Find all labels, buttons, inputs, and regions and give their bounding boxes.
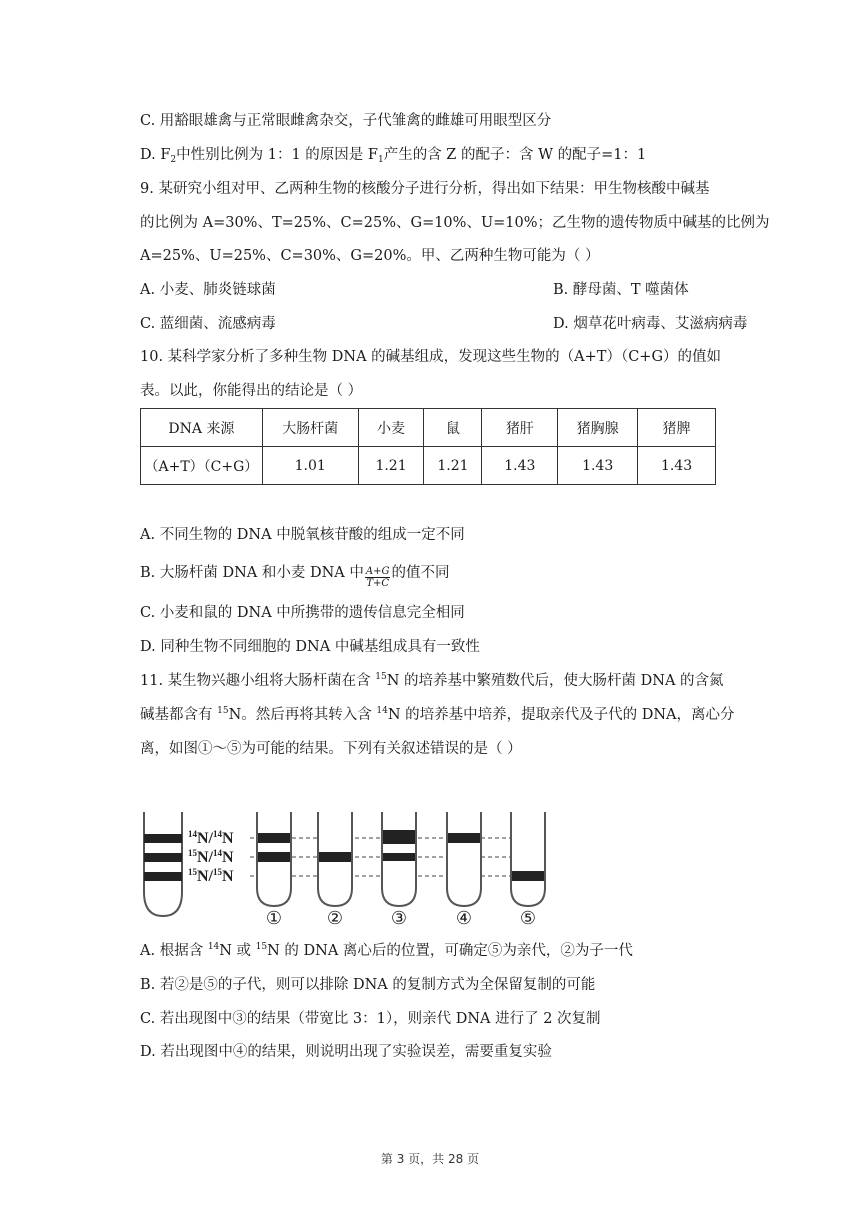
q11-option-b: B. 若②是⑤的子代，则可以排除 DNA 的复制方式为全保留复制的可能	[140, 977, 596, 993]
q10-option-b: B. 大肠杆菌 DNA 和小麦 DNA 中 $\frac{A+G}{T+C}$ 的值不同	[140, 565, 450, 589]
table-header-cell: 猪胸腺	[558, 409, 638, 447]
centrifuge-tubes-figure	[140, 806, 560, 926]
table-header-cell: 猪脾	[638, 409, 716, 447]
table-cell: 1.21	[358, 447, 424, 485]
q11-stem-line3: 离，如图①～⑤为可能的结果。下列有关叙述错误的是（ ）	[140, 741, 522, 757]
q9-stem-line1: 9. 某研究小组对甲、乙两种生物的核酸分子进行分析，得出如下结果：甲生物核酸中碱基	[140, 181, 710, 197]
table-cell: 1.43	[482, 447, 558, 485]
band-reference-15-15	[144, 872, 182, 881]
q10-option-c: C. 小麦和鼠的 DNA 中所携带的遗传信息完全相同	[140, 605, 465, 621]
band-reference-15-14	[144, 853, 182, 862]
tube-4	[447, 812, 481, 906]
q8-option-c: C. 用豁眼雄禽与正常眼雌禽杂交，子代雏禽的雌雄可用眼型区分	[140, 113, 552, 129]
tube-2	[318, 812, 352, 906]
q11-stem-line2: 碱基都含有 $^{15}$N。然后再将其转入含 $^{14}$N 的培养基中培养，提取亲代及子代的 DNA，离心分	[140, 706, 735, 723]
table-header-row	[141, 409, 716, 447]
q8-option-d: D. $F_2$中性别比例为 1：1 的原因是 $F_1$产生的含 Z 的配子：含 W 的配子=1：1	[140, 147, 647, 165]
tube-label-1: ①	[265, 908, 283, 926]
page-footer: 第 3 页，共 28 页	[380, 1152, 480, 1166]
q11-stem-line1: 11. 某生物兴趣小组将大肠杆菌在含 $^{15}$N 的培养基中繁殖数代后，使大肠杆菌 DNA 的含氮	[140, 672, 724, 689]
q9-options-row2	[140, 313, 750, 335]
q11-option-d: D. 若出现图中④的结果，则说明出现了实验误差，需要重复实验	[140, 1044, 552, 1060]
band-tube1-15-14	[258, 852, 290, 862]
table-cell: 1.01	[262, 447, 358, 485]
table-row	[141, 447, 716, 485]
tube-label-3: ③	[390, 908, 408, 926]
q9-option-d: D. 烟草花叶病毒、艾滋病病毒	[553, 316, 748, 332]
table-cell: （A+T）（C+G）	[141, 447, 263, 485]
q10-stem-line2: 表。以此，你能得出的结论是（ ）	[140, 383, 363, 399]
tube-1	[257, 812, 291, 906]
tube-3	[382, 812, 416, 906]
q9-stem-line2: 的比例为 A=30%、T=25%、C=25%、G=10%、U=10%；乙生物的遗传物质中碱基的比例为	[140, 215, 770, 231]
band-reference-14-14	[144, 834, 182, 843]
band-tube3-14-14	[383, 830, 415, 844]
q10-option-a: A. 不同生物的 DNA 中脱氧核苷酸的组成一定不同	[140, 527, 465, 543]
q9-stem-line3: A=25%、U=25%、C=30%、G=20%。甲、乙两种生物可能为（ ）	[140, 248, 600, 264]
table-cell: 1.21	[424, 447, 482, 485]
q11-option-a: A. 根据含 $^{14}$N 或 $^{15}$N 的 DNA 离心后的位置，可确定⑤为亲代，②为子一代	[140, 942, 633, 959]
q10-option-d: D. 同种生物不同细胞的 DNA 中碱基组成具有一致性	[140, 639, 480, 655]
reference-tube	[144, 812, 182, 916]
table-header-cell: 小麦	[358, 409, 424, 447]
q10-stem-line1: 10. 某科学家分析了多种生物 DNA 的碱基组成，发现这些生物的（A+T）（C+G）的值如	[140, 349, 722, 365]
label-15n-14n: $^{15}$N/$^{14}$N	[188, 848, 234, 866]
q9-options-row1	[140, 279, 750, 301]
table-header-cell: DNA 来源	[141, 409, 263, 447]
q9-option-a: A. 小麦、肺炎链球菌	[140, 282, 276, 298]
q11-option-c: C. 若出现图中③的结果（带宽比 3：1），则亲代 DNA 进行了 2 次复制	[140, 1011, 601, 1027]
tube-5	[511, 812, 545, 906]
table-header-cell: 鼠	[424, 409, 482, 447]
tube-label-2: ②	[326, 908, 344, 926]
q9-option-c: C. 蓝细菌、流感病毒	[140, 316, 276, 332]
q9-option-b: B. 酵母菌、T 噬菌体	[553, 282, 689, 298]
label-14n-14n: $^{14}$N/$^{14}$N	[188, 829, 234, 847]
band-tube1-14-14	[258, 833, 290, 843]
dna-composition-table	[140, 408, 716, 485]
tube-label-4: ④	[455, 908, 473, 926]
table-header-cell: 猪肝	[482, 409, 558, 447]
band-tube3-15-14	[383, 853, 415, 861]
band-tube4-14-14	[448, 833, 480, 843]
table-cell: 1.43	[558, 447, 638, 485]
fraction-ag-over-tc: $\frac{A+G}{T+C}$	[365, 566, 390, 589]
band-tube5-15-15	[512, 871, 544, 881]
band-tube2-15-14	[319, 852, 351, 862]
table-cell: 1.43	[638, 447, 716, 485]
table-header-cell: 大肠杆菌	[262, 409, 358, 447]
label-15n-15n: $^{15}$N/$^{15}$N	[188, 867, 234, 885]
tube-label-5: ⑤	[519, 908, 537, 926]
